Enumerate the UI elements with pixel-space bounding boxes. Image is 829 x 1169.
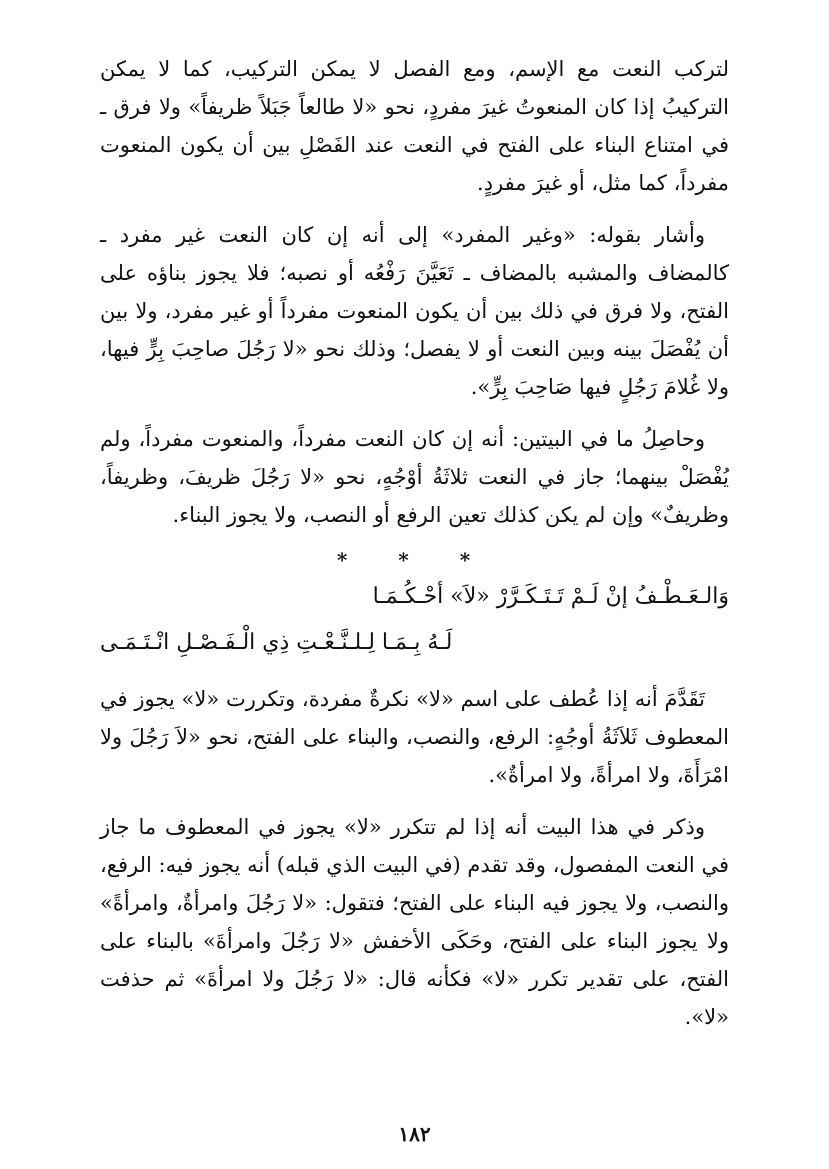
paragraph-2: وأشار بقوله: «وغير المفرد» إلى أنه إن كان النعت غير مفرد ـ كالمضاف والمشبه بالمضاف ـ تَعَيَّنَ رَفْعُه أو نصبه؛ فلا يجوز بناؤه على الفتح، ولا فرق في ذلك بين أن يكون المنعوت مفرداً أو غير مفرد، ولا بين أن يُفْصَلَ بينه وبين النعت أو لا يفصل؛ وذلك نحو «لا رَجُلَ صاحِبَ بِرٍّ فيها، ولا غُلامَ رَجُلٍ فيها صَاحِبَ بِرٍّ». (100, 223, 729, 399)
page-number: ١٨٢ (398, 1122, 431, 1146)
paragraph-3: وحاصِلُ ما في البيتين: أنه إن كان النعت مفرداً، والمنعوت مفرداً، ولم يُفْصَلْ بينهما؛ جاز في النعت ثلاثَةُ أوْجُهٍ، نحو «لا رَجُلَ ظريفَ، وظريفاً، وظريفٌ» وإن لم يكن كذلك تعين الرفع أو النصب، ولا يجوز البناء. (100, 427, 729, 527)
verse-first-hemistich: وَالـعَـطْـفُ إنْ لَـمْ تَـتَـكَـرَّرْ «لاَ» أحْـكُـمَـا (372, 584, 729, 609)
verse-second-hemistich: لَـهُ بِـمَـا لِـلـنَّـعْـتِ ذِي الْـفَـصْـلِ انْـتَـمَـى (100, 630, 453, 655)
paragraph-5: وذكر في هذا البيت أنه إذا لم تتكرر «لا» يجوز في المعطوف ما جاز في النعت المفصول، وقد تقدم (في البيت الذي قبله) أنه يجوز فيه: الرفع، والنصب، ولا يجوز فيه البناء على الفتح؛ فتقول: «لا رَجُلَ وامرأةٌ، وامرأةً» ولا يجوز البناء على الفتح، وحَكَى الأخفش «لا رَجُلَ وامرأةَ» بالبناء على الفتح، على تقدير تكرر «لا» فكأنه قال: «لا رَجُلَ ولا امرأةَ» ثم حذفت «لا». (100, 815, 729, 1029)
section-separator: * * * (336, 548, 493, 572)
paragraph-1: لتركب النعت مع الإسم، ومع الفصل لا يمكن التركيب، كما لا يمكن التركيبُ إذا كان المنعوتُ غيرَ مفردٍ، نحو «لا طالعاً جَبَلاً ظريفاً» ولا فرق ـ في امتناع البناء على الفتح في النعت عند الفَصْلِ بين أن يكون المنعوت مفرداً، كما مثل، أو غيرَ مفردٍ. (100, 57, 729, 195)
paragraph-4: تَقَدَّمَ أنه إذا عُطف على اسم «لا» نكرةٌ مفردة، وتكررت «لا» يجوز في المعطوف ثَلاَثَةُ أوجُهٍ: الرفع، والنصب، والبناء على الفتح، نحو «لاَ رَجُلَ ولا امْرَأَةَ، ولا امرأةً، ولا امرأةٌ». (100, 687, 729, 787)
